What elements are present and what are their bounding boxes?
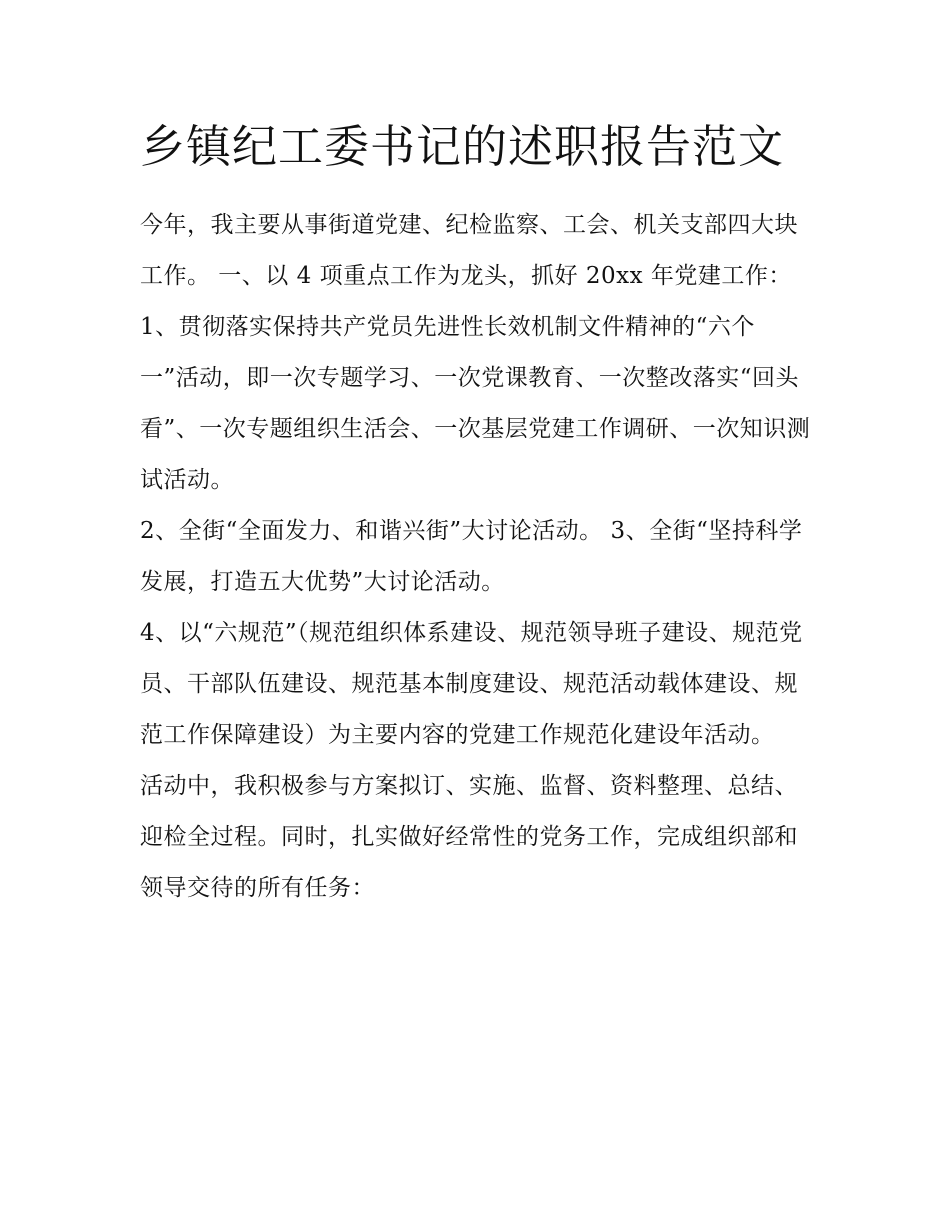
paragraph-item-4: 4、以“六规范”（规范组织体系建设、规范领导班子建设、规范党员、干部队伍建设、规范基本制度建设、规范活动载体建设、规范工作保障建设）为主要内容的党建工作规范化建设年活动。 — [140, 620, 803, 748]
document-page — [140, 108, 812, 914]
paragraph-summary: 活动中，我积极参与方案拟订、实施、监督、资料整理、总结、迎检全过程。同时，扎实做好经常性的党务工作，完成组织部和领导交待的所有任务： — [140, 773, 798, 901]
paragraph-intro: 今年，我主要从事街道党建、纪检监察、工会、机关支部四大块工作。 一、以 4 项重点工作为龙头，抓好 20xx 年党建工作： — [140, 212, 798, 289]
document-title: 乡镇纪工委书记的述职报告范文 — [140, 120, 785, 173]
paragraph-item-1: 1、贯彻落实保持共产党员先进性长效机制文件精神的“六个一”活动，即一次专题学习、一次党课教育、一次整改落实“回头看”、一次专题组织生活会、一次基层党建工作调研、一次知识测试活动。 — [140, 314, 811, 493]
paragraph-item-2-3: 2、全街“全面发力、和谐兴街”大讨论活动。 3、全街“坚持科学发展，打造五大优势”大讨论活动。 — [140, 518, 803, 595]
